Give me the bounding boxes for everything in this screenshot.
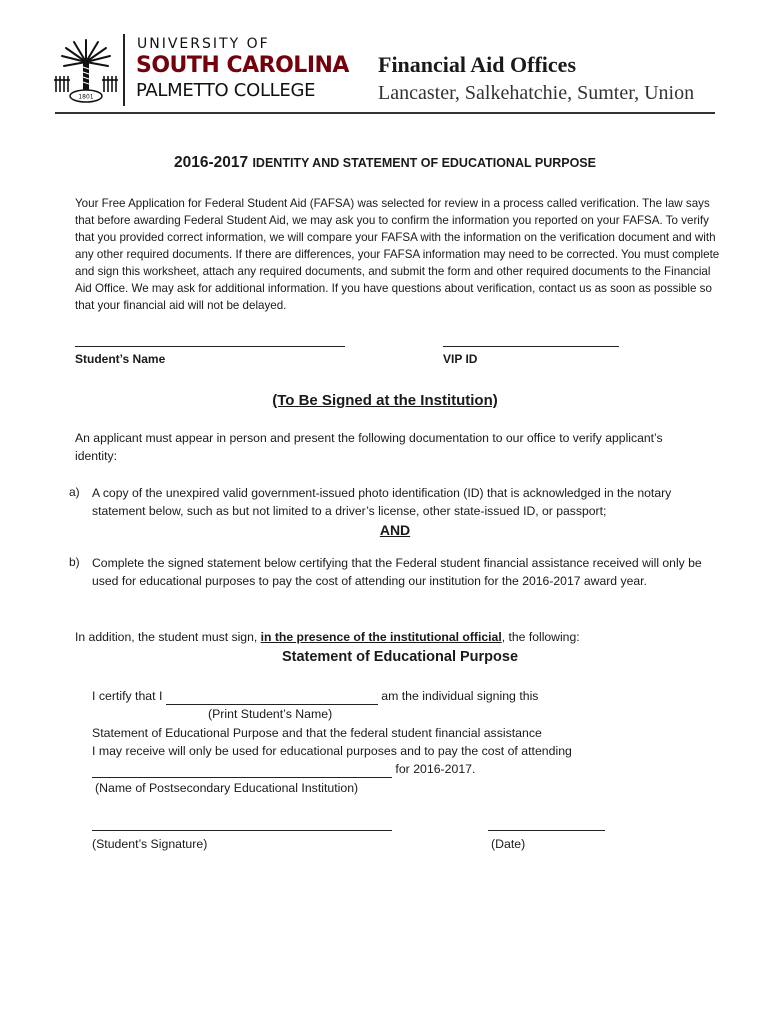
- statement-line-2: Statement of Educational Purpose and that the federal student financial assistance: [92, 726, 542, 740]
- print-name-field[interactable]: [166, 690, 378, 705]
- form-title: [0, 154, 770, 172]
- certify-prefix: I certify that I: [92, 689, 163, 703]
- institution-name-field[interactable]: [92, 763, 392, 778]
- student-name-label: Student’s Name: [75, 352, 166, 366]
- seal-year: 1801: [78, 93, 94, 101]
- vip-id-label: VIP ID: [443, 352, 478, 366]
- university-line-2: SOUTH CAROLINA: [136, 53, 349, 78]
- statement-line-3: I may receive will only be used for educational purposes and to pay the cost of attending: [92, 744, 572, 758]
- form-title-text: IDENTITY AND STATEMENT OF EDUCATIONAL PURPOSE: [252, 156, 596, 170]
- intro-paragraph: Your Free Application for Federal Student Aid (FAFSA) was selected for review in a process called verification. The law says that before awarding Federal Student Aid, we may ask you to confirm the information you reported on your FAFSA. To verify that you provided correct information, we will compare your FAFSA with the information on the verification document and with any other required documents. If there are differences, your FAFSA information may need to be corrected. You must complete and sign this worksheet, attach any required documents, and submit the form and other required documents to the Financial Aid Office. We may ask for additional information. If you have questions about verification, contact us as soon as possible so that your financial aid will not be delayed.: [75, 197, 720, 312]
- office-title: Financial Aid Offices: [378, 52, 576, 77]
- logo-divider: [123, 34, 125, 106]
- university-line-3: PALMETTO COLLEGE: [136, 80, 316, 101]
- item-b-marker: b): [69, 555, 80, 569]
- signature-label: (Student’s Signature): [92, 837, 208, 851]
- university-line-1: UNIVERSITY OF: [137, 36, 270, 52]
- certify-line: [92, 687, 712, 705]
- statement-heading-text: Statement of Educational Purpose: [281, 649, 519, 665]
- form-year: 2016-2017: [174, 154, 249, 171]
- institution-label: (Name of Postsecondary Educational Institution): [95, 781, 359, 795]
- certify-suffix: am the individual signing this: [381, 689, 539, 703]
- applicant-instructions: An applicant must appear in person and present the following documentation to our office to verify applicant’s identity:: [75, 431, 663, 463]
- palmetto-seal-icon: [52, 36, 120, 106]
- print-name-label: (Print Student’s Name): [208, 707, 333, 721]
- year-suffix: for 2016-2017.: [395, 762, 476, 776]
- header-divider: [55, 112, 715, 114]
- item-b-text: Complete the signed statement below certifying that the Federal student financial assistance received will only be used for educational purposes to pay the cost of attending our institution for the 2016-2017 award year.: [92, 556, 702, 588]
- statement-heading: [0, 649, 770, 665]
- student-name-line[interactable]: [75, 346, 345, 347]
- institution-line: [92, 760, 722, 778]
- signature-line[interactable]: [92, 830, 392, 831]
- item-a-marker: a): [69, 485, 80, 499]
- date-label: (Date): [491, 837, 526, 851]
- addition-statement: [75, 628, 725, 646]
- item-a-text: A copy of the unexpired valid government-issued photo identification (ID) that is acknowledged in the notary statement below, such as but not limited to a driver’s license, other state-issued ID, or passport;: [92, 486, 672, 518]
- date-line[interactable]: [488, 830, 605, 831]
- institution-heading: (To Be Signed at the Institution): [272, 392, 498, 409]
- addition-after: , the following:: [501, 630, 580, 644]
- office-campuses: Lancaster, Salkehatchie, Sumter, Union: [378, 82, 695, 104]
- and-text: AND: [379, 522, 411, 538]
- addition-before: In addition, the student must sign,: [75, 630, 261, 644]
- vip-id-line[interactable]: [443, 346, 619, 347]
- addition-emphasis: in the presence of the institutional official: [260, 630, 502, 644]
- and-connector: [0, 522, 770, 538]
